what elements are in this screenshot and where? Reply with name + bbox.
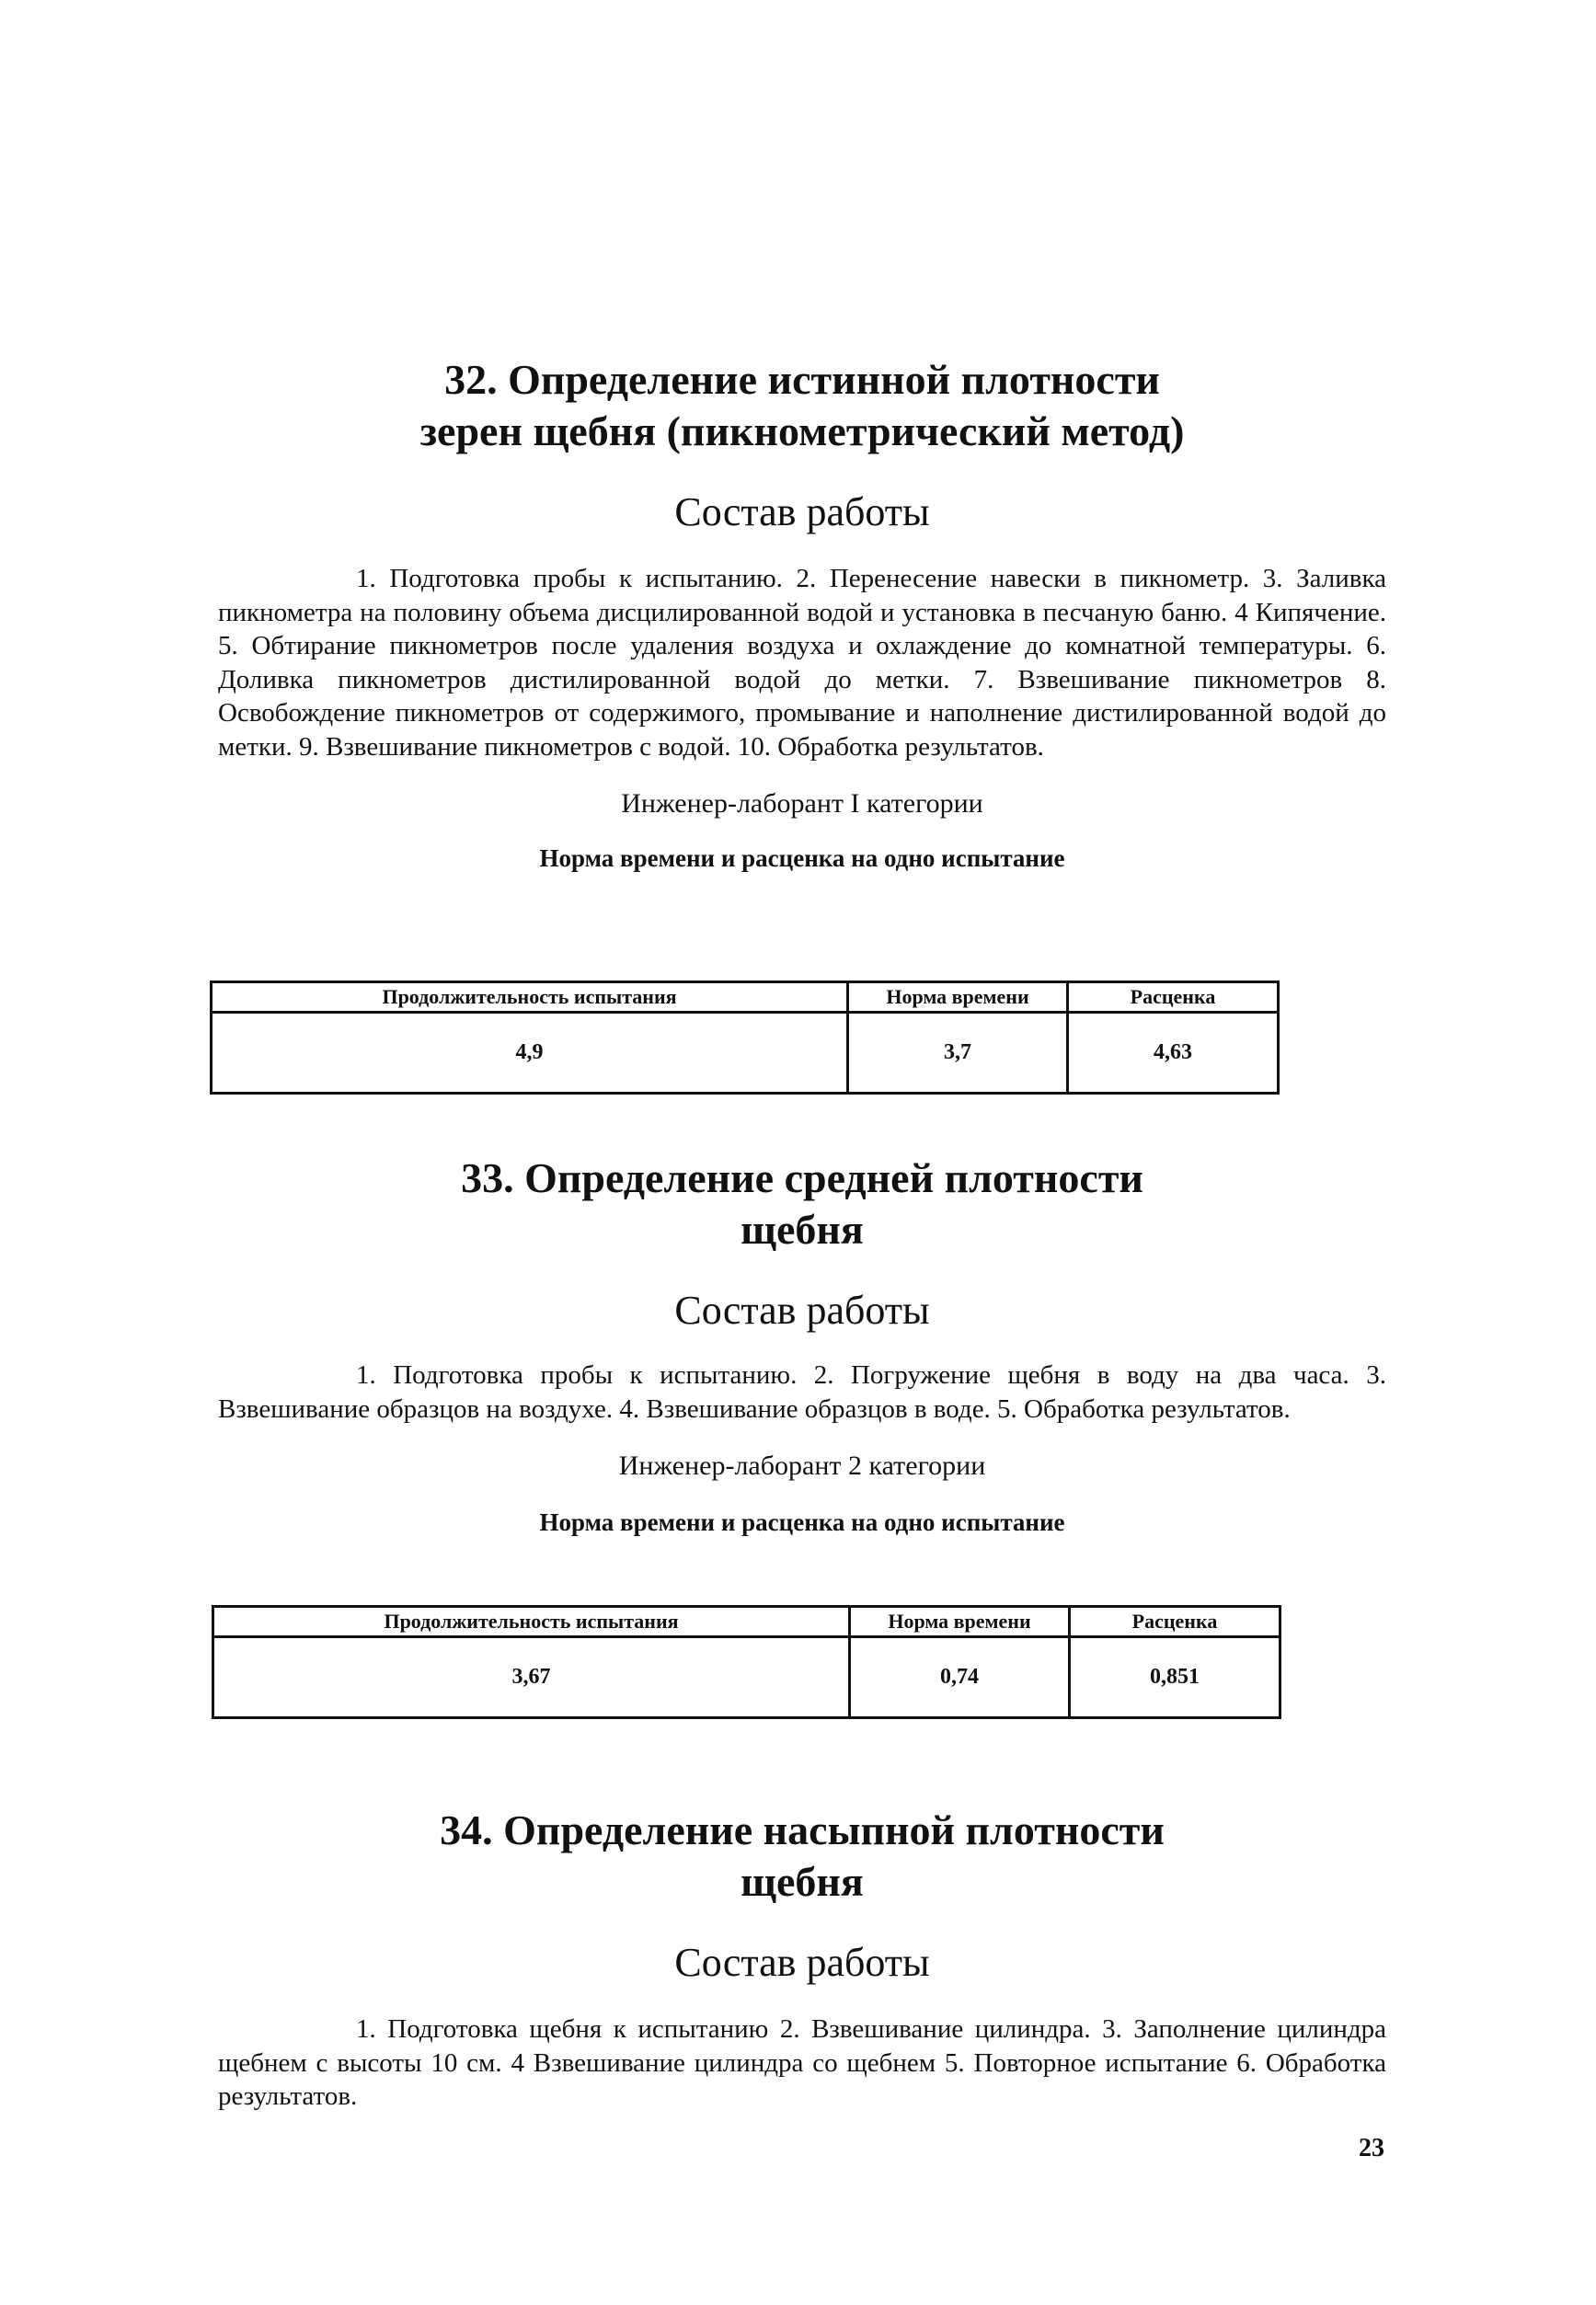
section-subtitle: Состав работы	[674, 1288, 930, 1333]
table-header: Норма времени	[848, 982, 1068, 1013]
table-row	[213, 1637, 1280, 1718]
table-cell: 3,67	[213, 1637, 850, 1718]
table-cell: 4,9	[212, 1013, 848, 1094]
table-header-row	[213, 1607, 1280, 1637]
section-32	[218, 354, 1386, 874]
table-cell: 3,7	[848, 1013, 1068, 1094]
work-description: 1. Подготовка пробы к испытанию. 2. Погружение щебня в воду на два часа. 3. Взвешивание образцов на воздухе. 4. Взвешивание образцов в воде. 5. Обработка результатов.	[218, 1360, 1386, 1424]
table-cell: 0,74	[850, 1637, 1070, 1718]
table-header: Норма времени	[850, 1607, 1070, 1637]
role-label: Инженер-лаборант 2 категории	[618, 1451, 986, 1481]
role-label: Инженер-лаборант I категории	[621, 788, 983, 819]
table-header: Продолжительность испытания	[213, 1607, 850, 1637]
table-header: Продолжительность испытания	[212, 982, 848, 1013]
section-title: 34. Определение насыпной плотности	[440, 1806, 1165, 1853]
work-description: 1. Подготовка пробы к испытанию. 2. Перенесение навески в пикнометр. 3. Заливка пикнометра на половину объема дисцилированной водой и установка в песчаную баню. 4 Кипячение. 5. Обтирание пикнометров после удаления воздуха и охлаждение до комнатной температуры. 6. Доливка пикнометров дистилированной водой до метки. 7. Взвешивание пикнометров 8. Освобождение пикнометров от содержимого, промывание и наполнение дистилированной водой до метки. 9. Взвешивание пикнометров с водой. 10. Обработка результатов.	[218, 564, 1386, 762]
page-number: 23	[1359, 2134, 1384, 2162]
section-title: зерен щебня (пикнометрический метод)	[419, 407, 1185, 454]
norm-table	[212, 1605, 1281, 1719]
norm-title: Норма времени и расценка на одно испытание	[539, 1508, 1065, 1536]
work-description: 1. Подготовка щебня к испытанию 2. Взвешивание цилиндра. 3. Заполнение цилиндра щебнем с высоты 10 см. 4 Взвешивание цилиндра со щебнем 5. Повторное испытание 6. Обработка результатов.	[218, 2014, 1386, 2111]
table-cell: 4,63	[1068, 1013, 1279, 1094]
table-header: Расценка	[1068, 982, 1279, 1013]
section-title: 32. Определение истинной плотности	[444, 356, 1160, 403]
table-cell: 0,851	[1070, 1637, 1280, 1718]
section-title: щебня	[741, 1858, 864, 1905]
section-subtitle: Состав работы	[674, 1940, 930, 1985]
table-header: Расценка	[1070, 1607, 1280, 1637]
norm-title: Норма времени и расценка на одно испытание	[539, 844, 1065, 872]
norm-table	[210, 980, 1280, 1095]
section-title: 33. Определение средней плотности	[461, 1154, 1143, 1201]
table-header-row	[212, 982, 1279, 1013]
section-subtitle: Состав работы	[674, 489, 930, 534]
section-34	[218, 1805, 1386, 2114]
section-title: щебня	[741, 1206, 864, 1253]
table-row	[212, 1013, 1279, 1094]
section-33	[218, 1152, 1386, 1538]
